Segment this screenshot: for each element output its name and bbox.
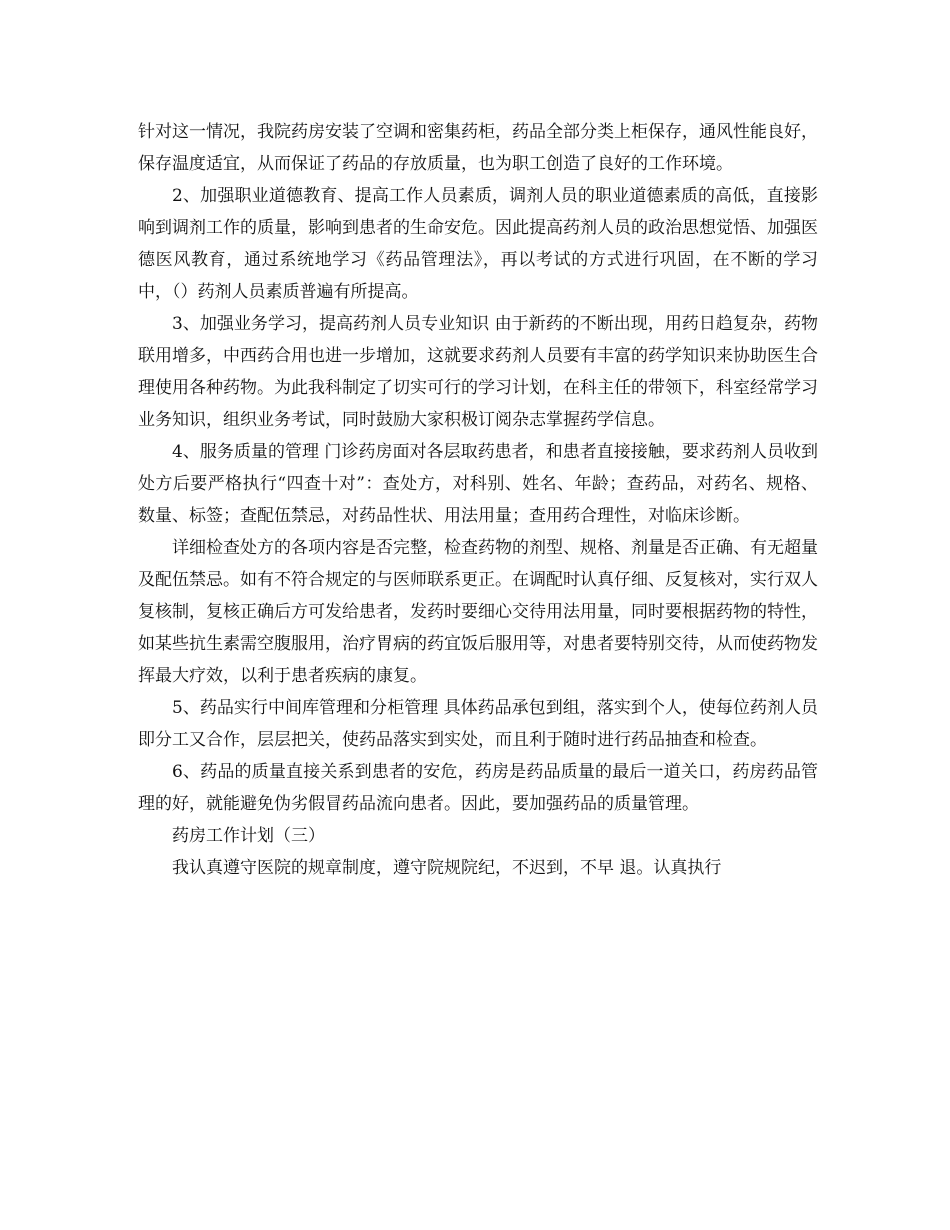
- paragraph-7: 6、药品的质量直接关系到患者的安危，药房是药品质量的最后一道关口，药房药品管理的好，就能避免伪劣假冒药品流向患者。因此，要加强药品的质量管理。: [138, 762, 818, 814]
- paragraph-1: 针对这一情况，我院药房安装了空调和密集药柜，药品全部分类上柜保存，通风性能良好，保存温度适宜，从而保证了药品的存放质量，也为职工创造了良好的工作环境。: [138, 122, 818, 174]
- paragraph-8: 我认真遵守医院的规章制度，遵守院规院纪，不迟到，不早 退。认真执行: [172, 858, 722, 878]
- section-heading: 药房工作计划（三）: [172, 826, 325, 846]
- paragraph-3: 3、加强业务学习，提高药剂人员专业知识 由于新药的不断出现，用药日趋复杂，药物联用增多，中西药合用也进一步增加，这就要求药剂人员要有丰富的药学知识来协助医生合理使用各种药物。为此我科制定了切实可行的学习计划，在科主任的带领下，科室经常学习业务知识，组织业务考试，同时鼓励大家积极订阅杂志掌握药学信息。: [138, 314, 818, 430]
- paragraph-6: 5、药品实行中间库管理和分柜管理 具体药品承包到组，落实到个人，使每位药剂人员即分工又合作，层层把关，使药品落实到实处，而且利于随时进行药品抽查和检查。: [138, 698, 818, 750]
- paragraph-4: 4、服务质量的管理 门诊药房面对各层取药患者，和患者直接接触，要求药剂人员收到处方后要严格执行“四查十对”：查处方，对科别、姓名、年龄；查药品，对药名、规格、数量、标签；查配伍禁忌，对药品性状、用法用量；查用药合理性，对临床诊断。: [138, 442, 818, 526]
- paragraph-5: 详细检查处方的各项内容是否完整，检查药物的剂型、规格、剂量是否正确、有无超量及配伍禁忌。如有不符合规定的与医师联系更正。在调配时认真仔细、反复核对，实行双人复核制，复核正确后方可发给患者，发药时要细心交待用法用量，同时要根据药物的特性，如某些抗生素需空腹服用，治疗胃病的药宜饭后服用等，对患者要特别交待，从而使药物发挥最大疗效，以利于患者疾病的康复。: [138, 538, 818, 686]
- document-body: [138, 116, 818, 884]
- paragraph-2: 2、加强职业道德教育、提高工作人员素质，调剂人员的职业道德素质的高低，直接影响到调剂工作的质量，影响到患者的生命安危。因此提高药剂人员的政治思想觉悟、加强医德医风教育，通过系统地学习《药品管理法》，再以考试的方式进行巩固，在不断的学习中，（）药剂人员素质普遍有所提高。: [138, 186, 818, 302]
